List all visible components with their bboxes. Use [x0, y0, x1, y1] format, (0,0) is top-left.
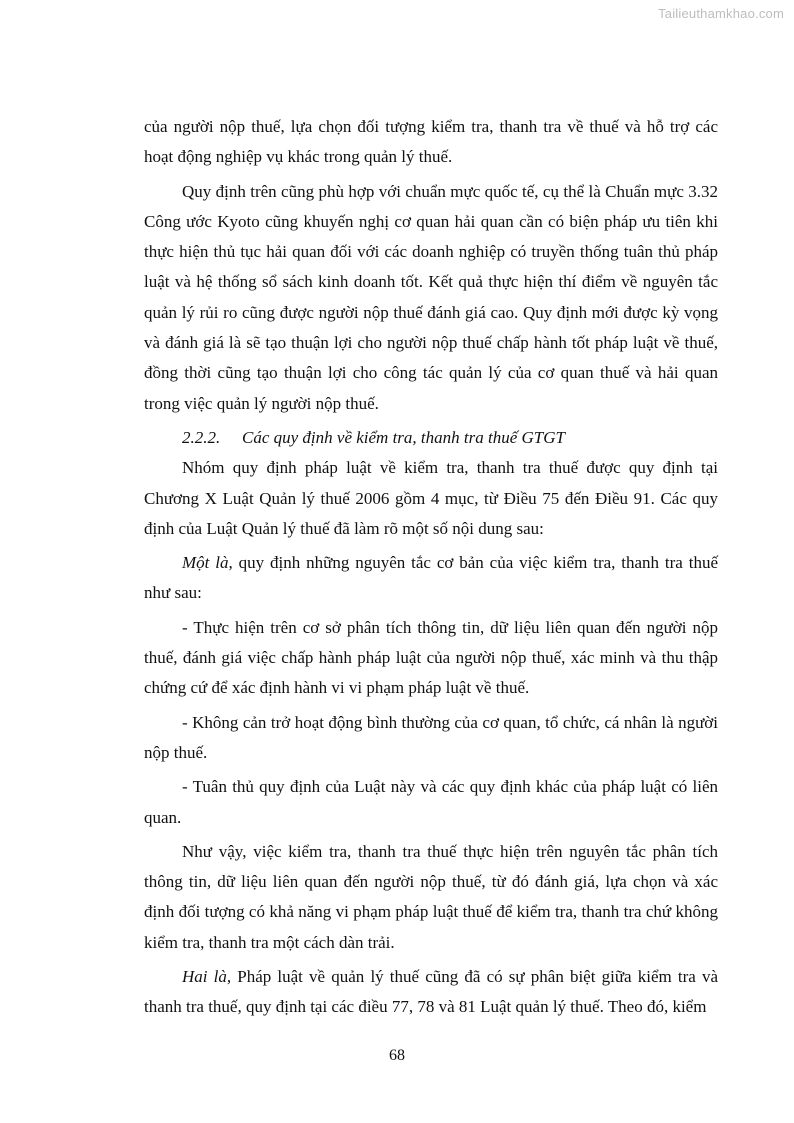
mot-la-lead: Một là: [182, 553, 229, 573]
paragraph-kyoto: Quy định trên cũng phù hợp với chuẩn mực quốc tế, cụ thể là Chuẩn mực 3.32 Công ước Kyoto cũng khuyến nghị cơ quan hải quan cần có biện pháp ưu tiên khi thực hiện thủ tục hải quan đối với các doanh nghiệp có truyền thống tuân thủ pháp luật và hệ thống sổ sách kinh doanh tốt. Kết quả thực hiện thí điểm về nguyên tắc quản lý rủi ro cũng được người nộp thuế đánh giá cao. Quy định mới được kỳ vọng và đánh giá là sẽ tạo thuận lợi cho người nộp thuế chấp hành tốt pháp luật về thuế, đồng thời cũng tạo thuận lợi cho công tác quản lý của cơ quan thuế và hải quan trong việc quản lý người nộp thuế.: [144, 181, 718, 413]
section-title: Các quy định về kiểm tra, thanh tra thuế GTGT: [242, 427, 565, 447]
document-body: [144, 112, 718, 1027]
bullet-item: - Thực hiện trên cơ sở phân tích thông tin, dữ liệu liên quan đến người nộp thuế, đánh giá việc chấp hành pháp luật của người nộp thuế, xác minh và thu thập chứng cứ để xác định hành vi vi phạm pháp luật về thuế.: [144, 617, 718, 698]
mot-la-text: , quy định những nguyên tắc cơ bản của việc kiểm tra, thanh tra thuế như sau:: [144, 553, 719, 603]
bullet-item: - Không cản trở hoạt động bình thường của cơ quan, tổ chức, cá nhân là người nộp thuế.: [144, 712, 718, 762]
paragraph-continuation: của người nộp thuế, lựa chọn đối tượng kiểm tra, thanh tra về thuế và hỗ trợ các hoạt động nghiệp vụ khác trong quản lý thuế.: [144, 117, 718, 167]
watermark: Tailieuthamkhao.com: [658, 6, 784, 21]
page-number: 68: [389, 1047, 405, 1064]
section-heading: [144, 423, 718, 453]
paragraph-nhu-vay: Như vậy, việc kiểm tra, thanh tra thuế thực hiện trên nguyên tắc phân tích thông tin, dữ liệu liên quan đến người nộp thuế, từ đó đánh giá, lựa chọn và xác định đối tượng có khả năng vi phạm pháp luật thuế để kiểm tra, thanh tra chứ không kiểm tra, thanh tra một cách dàn trải.: [144, 841, 718, 952]
hai-la-lead: Hai là,: [182, 967, 232, 987]
hai-la-text: Pháp luật về quản lý thuế cũng đã có sự phân biệt giữa kiểm tra và thanh tra thuế, quy định tại các điều 77, 78 và 81 Luật quản lý thuế. Theo đó, kiểm: [144, 967, 718, 1017]
paragraph-chapter-x: Nhóm quy định pháp luật về kiểm tra, thanh tra thuế được quy định tại Chương X Luật Quản lý thuế 2006 gồm 4 mục, từ Điều 75 đến Điều 91. Các quy định của Luật Quản lý thuế đã làm rõ một số nội dung sau:: [144, 458, 718, 538]
paragraph-hai-la: [144, 962, 718, 1023]
bullet-item: - Tuân thủ quy định của Luật này và các quy định khác của pháp luật có liên quan.: [144, 777, 718, 827]
section-number: 2.2.2.: [182, 427, 221, 447]
paragraph-mot-la: [144, 548, 718, 609]
